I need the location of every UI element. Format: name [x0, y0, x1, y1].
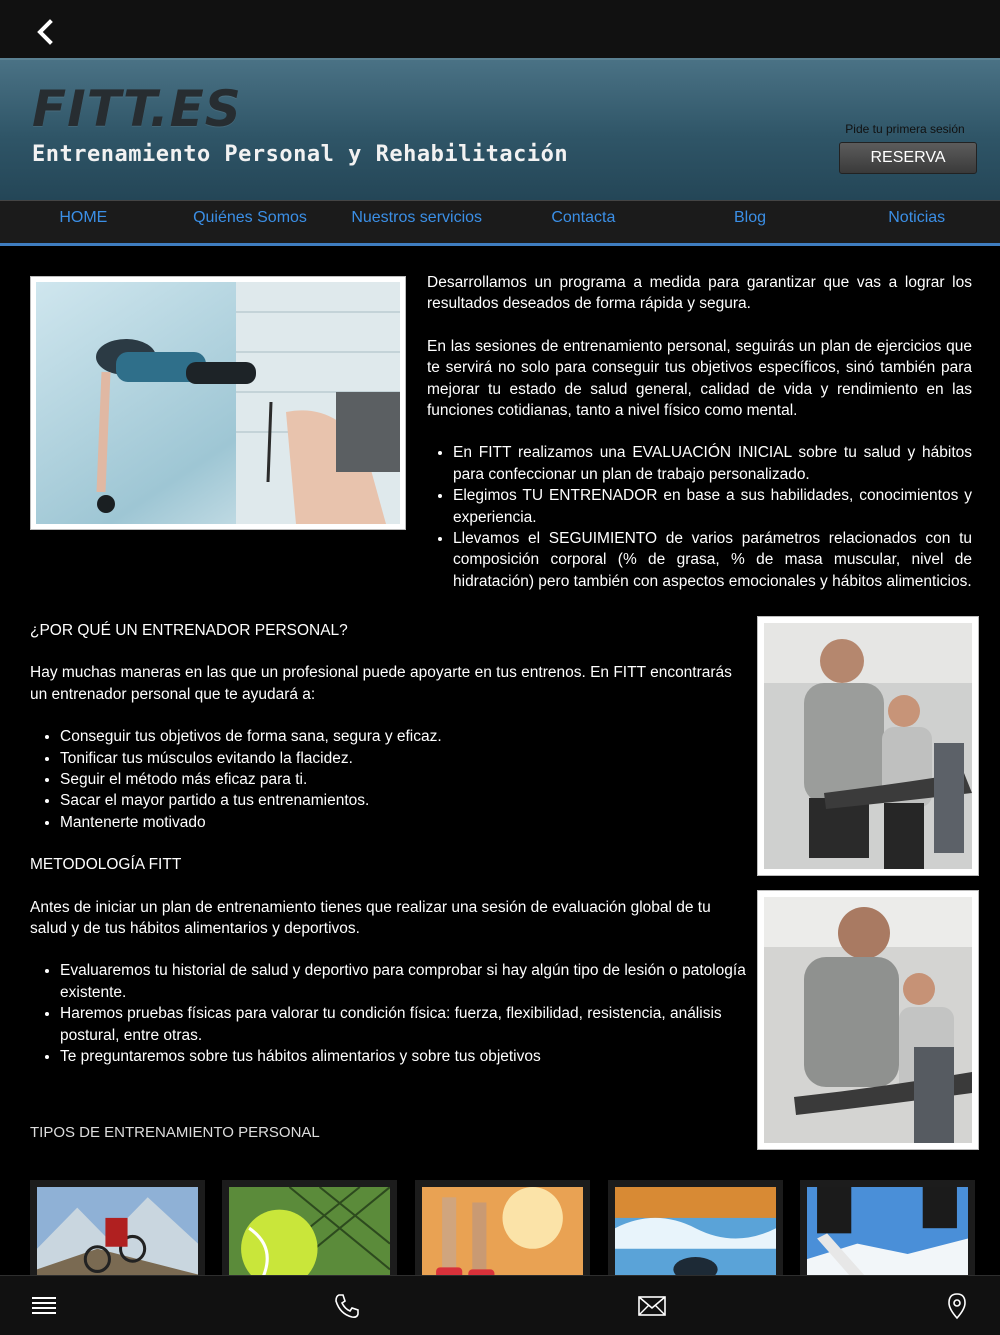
bottom-bar — [0, 1275, 1000, 1335]
intro-bullets — [427, 442, 972, 592]
list-item: • Llevamos el SEGUIMIENTO de varios parámetros relacionados con tu composición corporal (% de grasa, % de masa muscular, nivel de hidratación) pero también con aspectos emocionales y hábitos alimenticios. — [453, 528, 972, 592]
nav-item-contacta[interactable]: Contacta — [551, 209, 616, 226]
intro-paragraph-2: En las sesiones de entrenamiento personal, seguirás un plan de ejercicios que te servirá no solo para conseguir tus objetivos específicos, sinó también para mejorar tu estado de salud general, calidad de vida y rendimiento en las funciones cotidianas, tanto a nivel físico como mental. — [427, 337, 972, 420]
why-bullets — [30, 726, 750, 833]
trainer-photo-1 — [757, 616, 979, 876]
site-header — [0, 58, 1000, 200]
nav-item-noticias[interactable]: Noticias — [888, 209, 946, 226]
thumb-tennis[interactable] — [222, 1180, 397, 1290]
nav-item-servicios[interactable]: Nuestros servicios — [351, 209, 483, 226]
why-paragraph: Hay muchas maneras en las que un profesional puede apoyarte en tus entrenos. En FITT encontrarás un entrenador personal que te ayudará a: — [30, 664, 732, 703]
thumb-mountain-bike[interactable] — [30, 1180, 205, 1290]
thumb-swimming[interactable] — [608, 1180, 783, 1290]
content-section — [30, 620, 750, 1089]
method-title: METODOLOGÍA FITT — [30, 856, 182, 874]
list-item: • Seguir el método más eficaz para ti. — [60, 769, 750, 790]
method-paragraph: Antes de iniciar un plan de entrenamiento tienes que realizar una sesión de evaluación global de tu salud y de tus hábitos alimentarios y deportivos. — [30, 898, 711, 938]
reserve-button[interactable]: RESERVA — [839, 142, 977, 174]
intro-paragraph-1: Desarrollamos un programa a medida para garantizar que vas a lograr los resultados deseados de forma rápida y segura. — [427, 274, 972, 313]
location-pin-icon[interactable] — [943, 1292, 971, 1320]
mail-icon[interactable] — [638, 1292, 666, 1320]
list-item: • Tonificar tus músculos evitando la flacidez. — [60, 748, 750, 769]
list-item: • Elegimos TU ENTRENADOR en base a sus habilidades, conocimientos y experiencia. — [453, 485, 972, 528]
nav-item-quienes-somos[interactable]: Quiénes Somos — [193, 209, 307, 226]
phone-icon[interactable] — [333, 1292, 361, 1320]
list-item: • Mantenerte motivado — [60, 812, 750, 833]
list-item: • Te preguntaremos sobre tus hábitos alimentarios y sobre tus objetivos — [60, 1046, 750, 1067]
tipos-title: TIPOS DE ENTRENAMIENTO PERSONAL — [30, 1124, 320, 1141]
thumb-running[interactable] — [415, 1180, 590, 1290]
intro-photo — [30, 276, 406, 530]
why-title: ¿POR QUÉ UN ENTRENADOR PERSONAL? — [30, 622, 348, 639]
list-item: • Evaluaremos tu historial de salud y deportivo para comprobar si hay algún tipo de lesión o patología existente. — [60, 960, 750, 1003]
thumb-skiing[interactable] — [800, 1180, 975, 1290]
list-item: • En FITT realizamos una EVALUACIÓN INICIAL sobre tu salud y hábitos para confeccionar un plan de trabajo personalizado. — [453, 442, 972, 485]
top-bar — [0, 0, 1000, 59]
nav-item-blog[interactable]: Blog — [734, 209, 767, 226]
list-item: • Haremos pruebas físicas para valorar tu condición física: fuerza, flexibilidad, resistencia, análisis postural, entre otras. — [60, 1003, 750, 1046]
intro-section — [427, 272, 972, 592]
menu-icon[interactable] — [30, 1292, 58, 1320]
trainer-photo-2 — [757, 890, 979, 1150]
list-item: • Sacar el mayor partido a tus entrenamientos. — [60, 790, 750, 811]
reserve-caption: Pide tu primera sesión — [845, 122, 965, 136]
chevron-left-icon[interactable] — [30, 17, 60, 47]
list-item: • Conseguir tus objetivos de forma sana, segura y eficaz. — [60, 726, 750, 747]
site-tagline: Entrenamiento Personal y Rehabilitación — [32, 142, 569, 167]
main-nav — [0, 200, 1000, 246]
site-logo[interactable]: FITT.ES — [32, 80, 242, 138]
nav-item-home[interactable]: HOME — [59, 209, 108, 226]
method-bullets — [30, 960, 750, 1067]
